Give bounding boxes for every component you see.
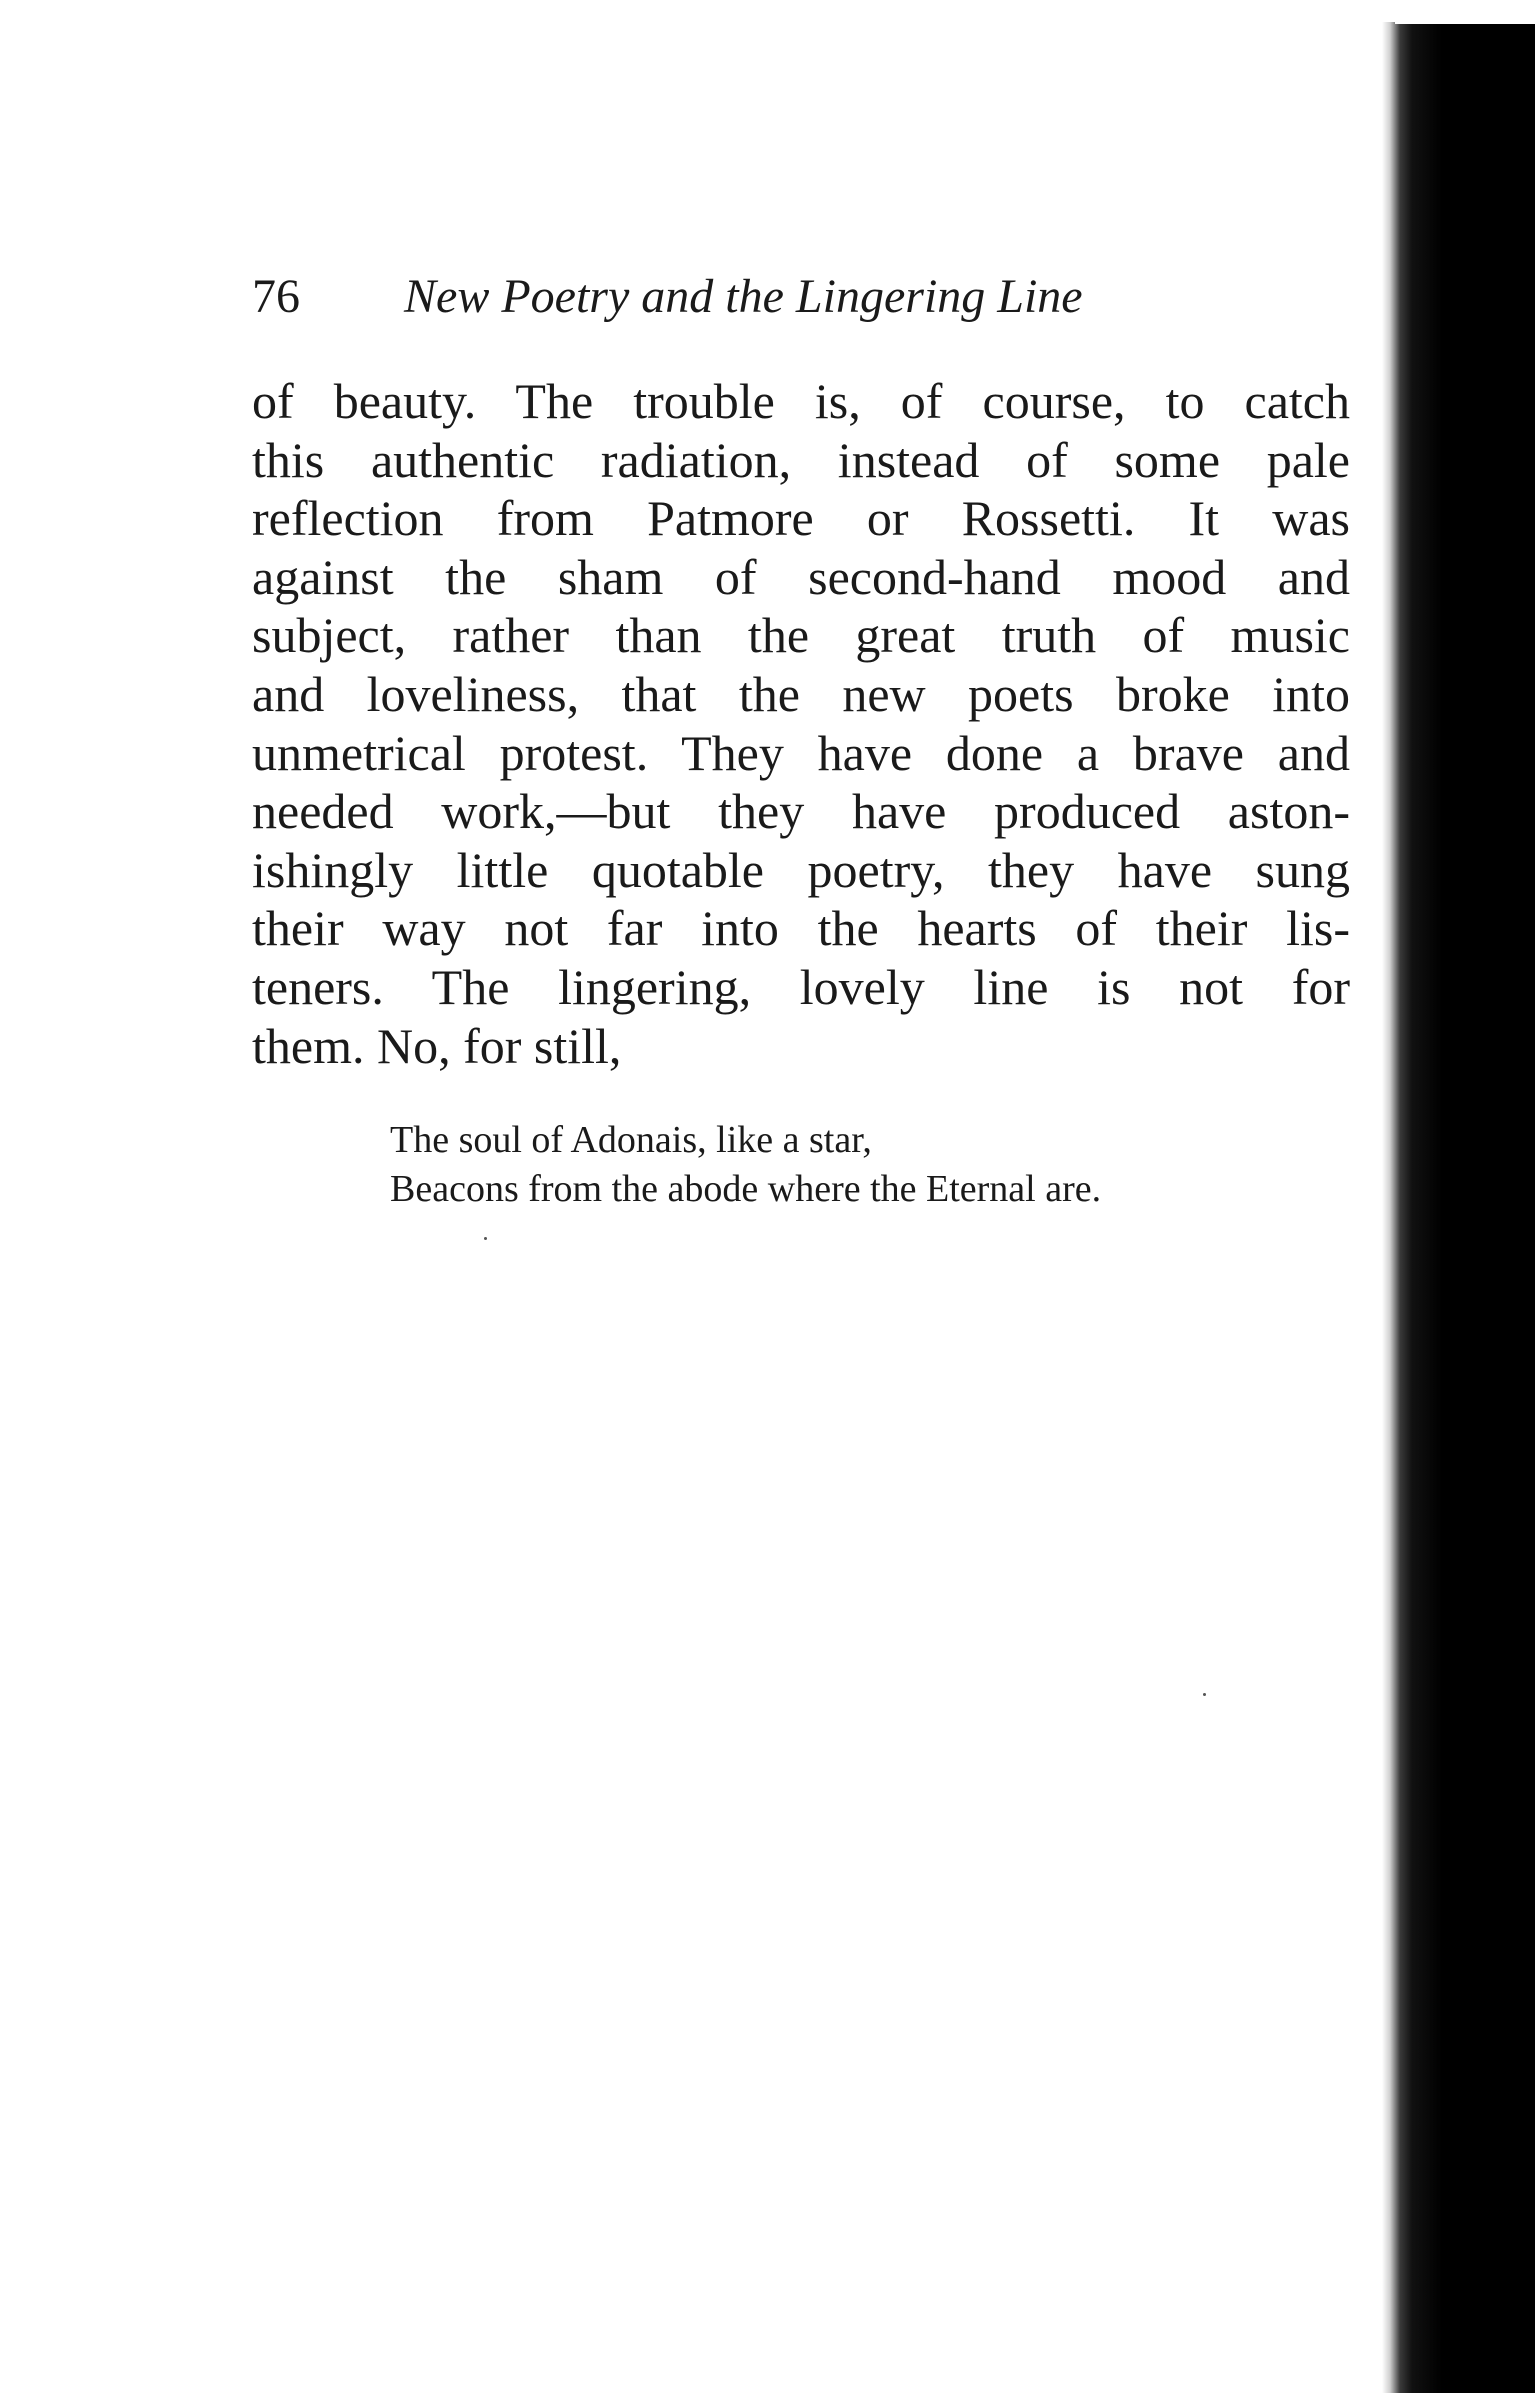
scan-speck [484,1237,487,1240]
text-line: ishingly little quotable poetry, they have sung [252,841,1350,898]
verse-line: Beacons from the abode where the Eternal are. [390,1168,1102,1210]
running-title: New Poetry and the Lingering Line [404,270,1083,323]
text-line: reflection from Patmore or Rossetti. It was [252,490,1350,547]
scan-speck [1203,1693,1206,1696]
text-line: teners. The lingering, lovely line is not for [252,958,1350,1015]
page-number: 76 [252,270,300,323]
text-line: unmetrical protest. They have done a brave and [252,724,1350,781]
text-line: of beauty. The trouble is, of course, to catch [252,373,1350,429]
text-line: and loveliness, that the new poets broke into [252,665,1350,722]
text-line: their way not far into the hearts of their lis- [252,900,1350,957]
text-line: them. No, for still, [252,1017,622,1074]
text-line: needed work,—but they have produced aston- [252,783,1350,840]
verse-line: The soul of Adonais, like a star, [390,1119,872,1161]
text-line: subject, rather than the great truth of music [252,607,1350,664]
body-paragraph [252,372,1350,1075]
scan-edge-shadow [1382,22,1535,2393]
text-line: this authentic radiation, instead of some pale [252,431,1350,488]
running-head [252,262,1352,332]
verse-quotation [390,1116,1290,1214]
scan-edge-top [1395,0,1535,24]
text-line: against the sham of second-hand mood and [252,548,1350,605]
